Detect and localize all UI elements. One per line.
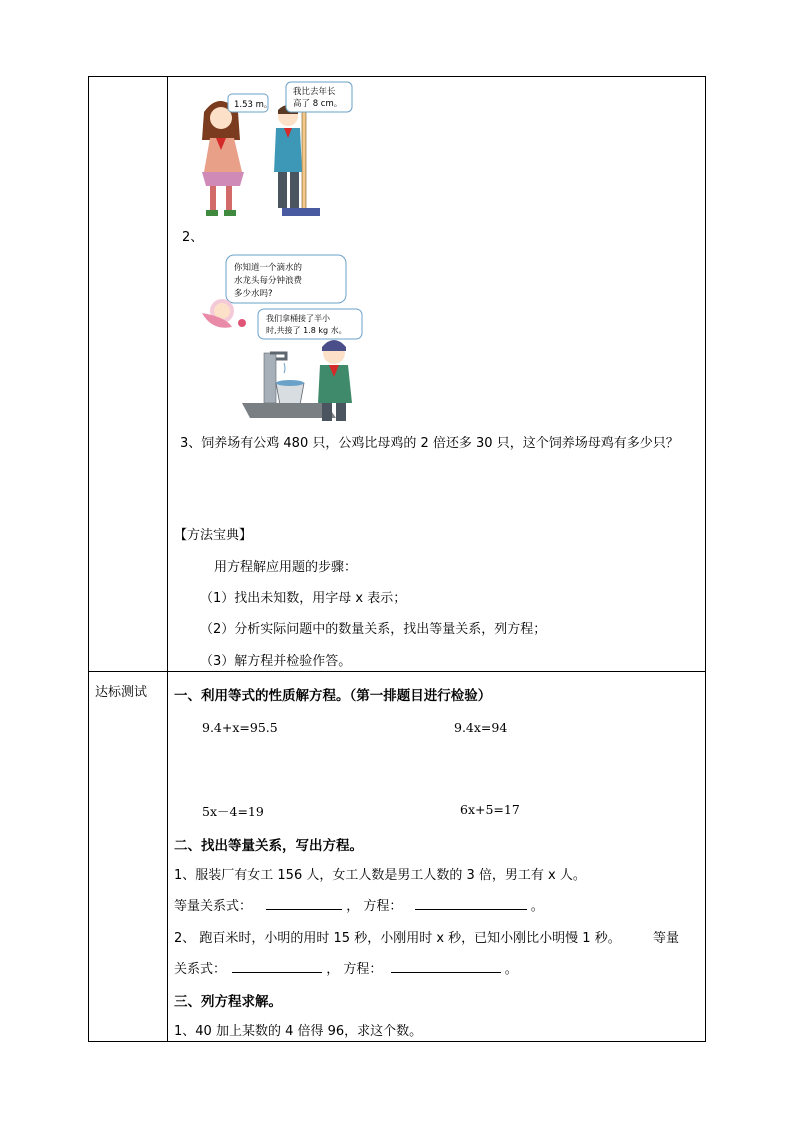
item-3-question: 3、饲养场有公鸡 480 只，公鸡比母鸡的 2 倍还多 30 只，这个饲养场母鸡有多少只？ — [180, 436, 679, 451]
relation-blank[interactable] — [266, 897, 342, 910]
period: 。 — [504, 962, 518, 977]
faucet-question-line3: 多少水吗? — [234, 289, 273, 299]
faucet-question-line2: 水龙头每分钟浪费 — [234, 276, 303, 286]
faucet-question-line1: 你知道一个滴水的 — [234, 263, 303, 273]
height-illustration — [190, 80, 365, 222]
question-3: 1、40 加上某数的 4 倍得 96，求这个数。 — [174, 1024, 423, 1039]
equation-3: 5x－4=19 — [202, 804, 264, 819]
equation-label: ， 方程： — [326, 962, 383, 977]
boy-speech-line1: 我比去年长 — [293, 87, 336, 97]
faucet-illustration — [196, 253, 366, 425]
boy-answer-line2: 时,共接了 1.8 kg 水。 — [266, 326, 347, 335]
question-2 — [174, 927, 679, 946]
boy-answer-line1: 我们拿桶接了半小 — [266, 314, 330, 323]
method-step-2: （2）分析实际问题中的数量关系，找出等量关系，列方程； — [200, 622, 547, 637]
method-intro: 用方程解应用题的步骤： — [214, 560, 358, 575]
question-2-text: 2、 跑百米时，小明的用时 15 秒，小刚用时 x 秒，已知小刚比小明慢 1 秒。 — [174, 931, 621, 946]
equation-blank[interactable] — [415, 897, 527, 910]
equation-2: 9.4x=94 — [454, 720, 508, 735]
method-step-3: （3）解方程并检验作答。 — [200, 654, 352, 669]
relation-blank[interactable] — [232, 960, 322, 973]
question-2-tail: 等量 — [653, 931, 680, 946]
test-row-label: 达标测试 — [95, 685, 148, 700]
question-2-answer-line — [174, 958, 518, 977]
equation-label: ， 方程： — [346, 899, 403, 914]
section-1-title: 一、利用等式的性质解方程。（第一排题目进行检验） — [174, 688, 492, 704]
row-divider — [89, 671, 705, 672]
method-title: 【方法宝典】 — [174, 528, 253, 543]
boy-speech-line2: 高了 8 cm。 — [293, 99, 343, 109]
equation-blank[interactable] — [391, 960, 501, 973]
method-step-1: （1）找出未知数，用字母 x 表示； — [200, 591, 407, 606]
question-1: 1、服装厂有女工 156 人，女工人数是男工人数的 3 倍，男工有 x 人。 — [174, 868, 586, 883]
equation-1: 9.4+x=95.5 — [202, 720, 278, 735]
section-2-title: 二、找出等量关系，写出方程。 — [174, 838, 363, 854]
question-1-answer-line — [174, 895, 544, 914]
column-divider — [167, 77, 168, 1041]
item-2-label: 2、 — [182, 230, 204, 245]
relation-label: 关系式： — [174, 962, 227, 977]
equation-4: 6x+5=17 — [460, 802, 520, 817]
period: 。 — [530, 899, 544, 914]
girl-speech: 1.53 m。 — [234, 100, 273, 110]
section-3-title: 三、列方程求解。 — [174, 994, 282, 1010]
relation-label: 等量关系式： — [174, 899, 253, 914]
